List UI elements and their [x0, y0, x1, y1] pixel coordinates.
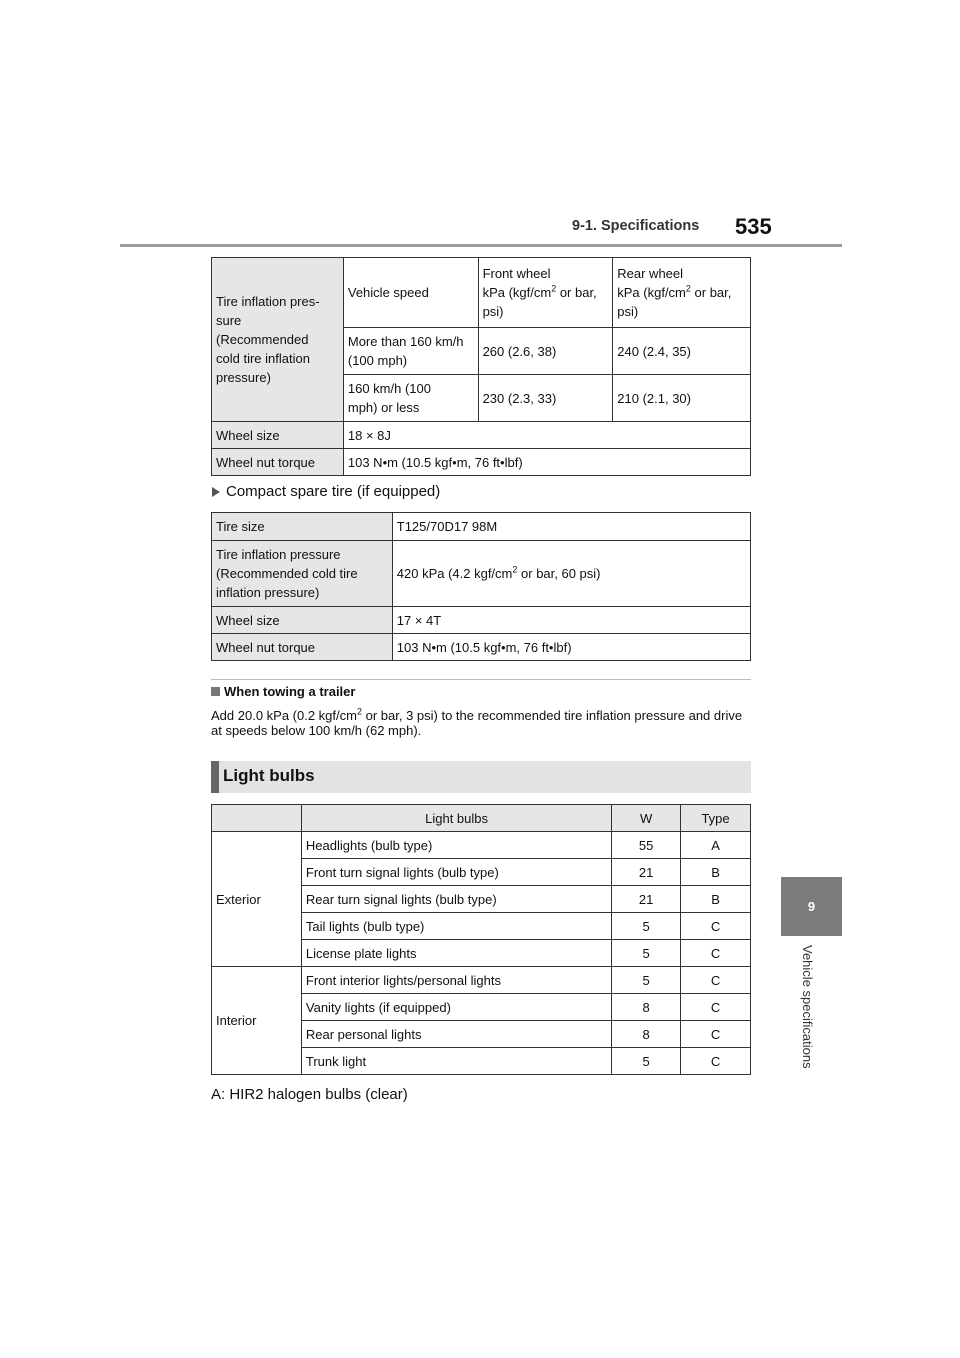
bulb-type: C — [681, 940, 751, 967]
bulb-watt: 8 — [612, 1021, 681, 1048]
light-bulbs-section-header — [211, 761, 751, 793]
bulb-type: C — [681, 967, 751, 994]
front-pressure-cell: 230 (2.3, 33) — [478, 375, 613, 422]
speed-cell: More than 160 km/h (100 mph) — [343, 328, 478, 375]
wheel-size-label: Wheel size — [212, 607, 393, 634]
front-wheel-header: Front wheel kPa ($kgf/cm^2$ or bar, psi) — [478, 258, 613, 328]
section-accent — [211, 761, 219, 793]
bulb-watt: 5 — [612, 940, 681, 967]
section-title: 9-1. Specifications — [572, 218, 700, 234]
wheel-size-label: Wheel size — [212, 422, 344, 449]
chapter-number: 9 — [807, 899, 816, 914]
bulb-name: Headlights (bulb type) — [301, 832, 611, 859]
bulb-name: Tail lights (bulb type) — [301, 913, 611, 940]
bulb-watt: 21 — [612, 859, 681, 886]
spare-tire-table — [211, 512, 751, 661]
nut-torque-label: Wheel nut torque — [212, 449, 344, 476]
towing-heading-text: When towing a trailer — [224, 684, 356, 699]
bulb-name: License plate lights — [301, 940, 611, 967]
group-label: Exterior — [212, 832, 302, 967]
bulb-type: C — [681, 1021, 751, 1048]
light-bulbs-title: Light bulbs — [223, 766, 315, 785]
bulb-type: B — [681, 859, 751, 886]
bulb-name: Front turn signal lights (bulb type) — [301, 859, 611, 886]
spare-tire-heading — [212, 483, 440, 500]
wheel-size-value: 17 × 4T — [392, 607, 750, 634]
towing-heading — [211, 684, 355, 699]
nut-torque-value: 103 N•m (10.5 kgf•m, 76 ft•lbf) — [392, 634, 750, 661]
spare-pressure-value: 420 kPa (4.2 kgf/$cm^2$ or bar, 60 psi) — [392, 541, 750, 607]
light-bulbs-table — [211, 804, 751, 1075]
bulb-name: Rear personal lights — [301, 1021, 611, 1048]
bulb-name: Rear turn signal lights (bulb type) — [301, 886, 611, 913]
bulb-watt: 21 — [612, 886, 681, 913]
header-cell — [212, 805, 302, 832]
bulb-watt: 5 — [612, 913, 681, 940]
rear-wheel-header: Rear wheel kPa ($kgf/cm^2$ or bar, psi) — [613, 258, 751, 328]
tire-size-value: T125/70D17 98M — [392, 513, 750, 541]
bulb-type: B — [681, 886, 751, 913]
bulb-watt: 5 — [612, 967, 681, 994]
spare-pressure-label: Tire inflation pressure (Recommended cold tire inflation pressure) — [212, 541, 393, 607]
bulb-type: A — [681, 832, 751, 859]
nut-torque-value: 103 N•m (10.5 kgf•m, 76 ft•lbf) — [343, 449, 750, 476]
header-cell: Light bulbs — [301, 805, 611, 832]
square-bullet-icon — [211, 687, 220, 696]
speed-cell: 160 km/h (100 mph) or less — [343, 375, 478, 422]
bulb-type: C — [681, 994, 751, 1021]
bulb-name: Vanity lights (if equipped) — [301, 994, 611, 1021]
wheel-size-value: 18 × 8J — [343, 422, 750, 449]
header-cell: W — [612, 805, 681, 832]
towing-body: Add 20.0 kPa (0.2 kgf/$cm^2$ or bar, 3 psi) to the recommended tire inflation pressure and drive at speeds below 100 km/h (62 mph). — [211, 706, 743, 738]
spare-tire-heading-text: Compact spare tire (if equipped) — [226, 483, 441, 500]
bulb-name: Trunk light — [301, 1048, 611, 1075]
chapter-tab — [781, 877, 842, 936]
bulb-watt: 55 — [612, 832, 681, 859]
front-pressure-cell: 260 (2.6, 38) — [478, 328, 613, 375]
bulb-name: Front interior lights/personal lights — [301, 967, 611, 994]
bulb-footnote: A: HIR2 halogen bulbs (clear) — [211, 1086, 408, 1103]
triangle-bullet-icon — [212, 487, 220, 497]
rear-pressure-cell: 240 (2.4, 35) — [613, 328, 751, 375]
speed-header: Vehicle speed — [343, 258, 478, 328]
header-cell: Type — [681, 805, 751, 832]
group-label: Interior — [212, 967, 302, 1075]
bulb-watt: 5 — [612, 1048, 681, 1075]
chapter-title: Vehicle specifications — [800, 945, 815, 1069]
bulb-type: C — [681, 913, 751, 940]
nut-torque-label: Wheel nut torque — [212, 634, 393, 661]
bulb-watt: 8 — [612, 994, 681, 1021]
rear-pressure-cell: 210 (2.1, 30) — [613, 375, 751, 422]
tire-spec-table — [211, 257, 751, 476]
bulb-type: C — [681, 1048, 751, 1075]
divider — [211, 679, 751, 680]
page-number: 535 — [735, 214, 772, 239]
header-rule — [120, 244, 842, 247]
tire-size-label: Tire size — [212, 513, 393, 541]
pressure-label: Tire inflation pres- sure (Recommended cold tire inflation pressure) — [212, 258, 344, 422]
